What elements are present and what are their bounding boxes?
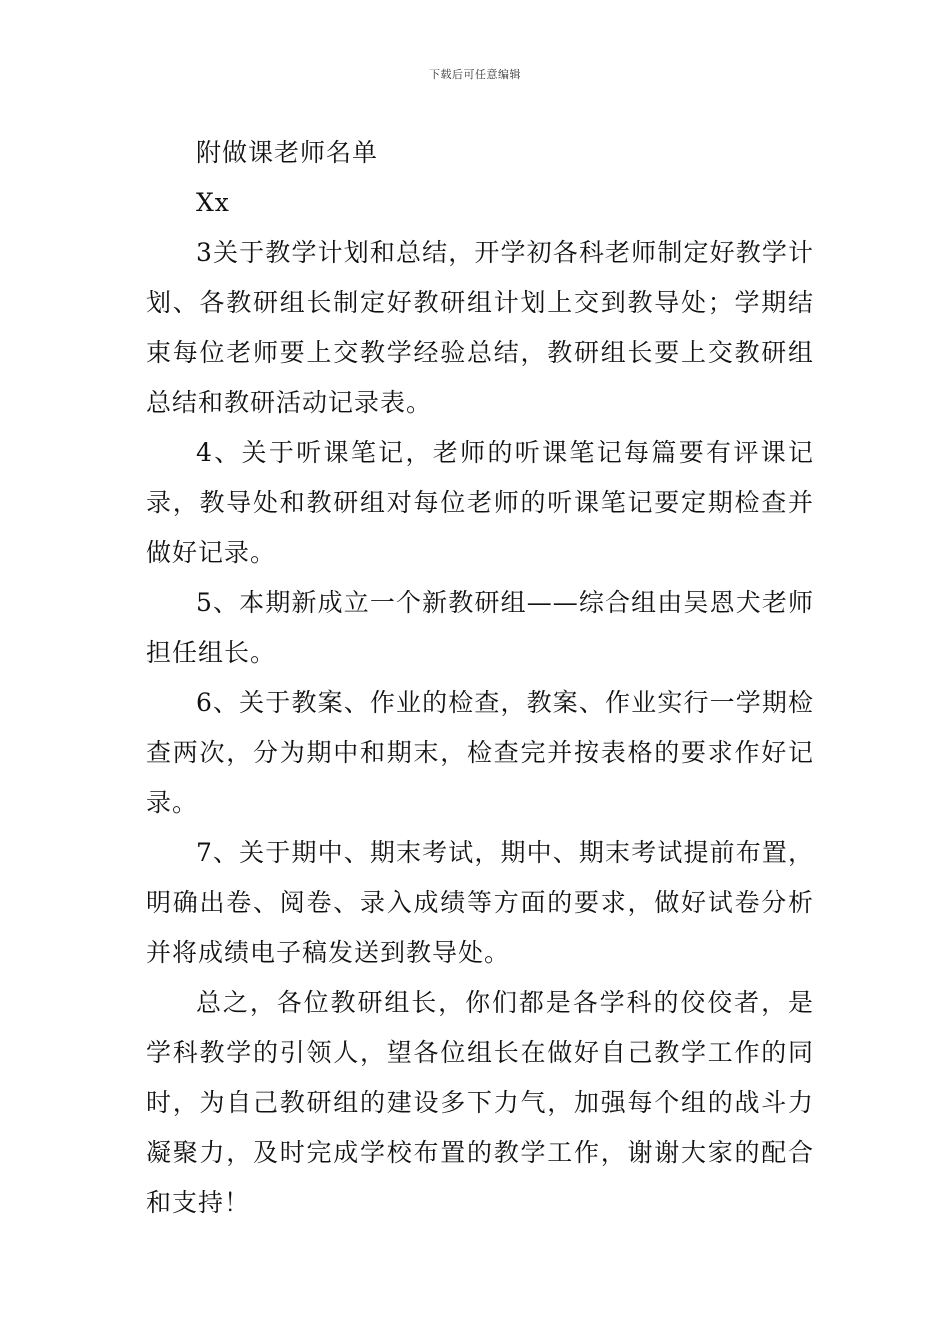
paragraph-item-6: 6、关于教案、作业的检查，教案、作业实行一学期检查两次，分为期中和期末，检查完并按表格的要求作好记录。 (146, 688, 814, 817)
header-note: 下载后可任意编辑 (429, 68, 521, 81)
paragraph-item-5: 5、本期新成立一个新教研组——综合组由吴恩犬老师担任组长。 (146, 588, 814, 667)
paragraph-item-4: 4、关于听课笔记，老师的听课笔记每篇要有评课记录，教导处和教研组对每位老师的听课笔记要定期检查并做好记录。 (146, 438, 814, 567)
paragraph-item-7: 7、关于期中、期末考试，期中、期末考试提前布置，明确出卷、阅卷、录入成绩等方面的要求，做好试卷分析并将成绩电子稿发送到教导处。 (146, 838, 814, 967)
paragraph-attachment-title: 附做课老师名单 (196, 138, 379, 167)
paragraph-item-3: 3关于教学计划和总结，开学初各科老师制定好教学计划、各教研组长制定好教研组计划上交到教导处；学期结束每位老师要上交教学经验总结，教研组长要上交教研组总结和教研活动记录表。 (146, 238, 814, 417)
document-body (146, 128, 814, 1228)
paragraph-conclusion: 总之，各位教研组长，你们都是各学科的佼佼者，是学科教学的引领人，望各位组长在做好自己教学工作的同时，为自己教研组的建设多下力气，加强每个组的战斗力凝聚力，及时完成学校布置的教学工作，谢谢大家的配合和支持！ (146, 988, 814, 1217)
paragraph-teacher-name: Xx (196, 188, 230, 217)
